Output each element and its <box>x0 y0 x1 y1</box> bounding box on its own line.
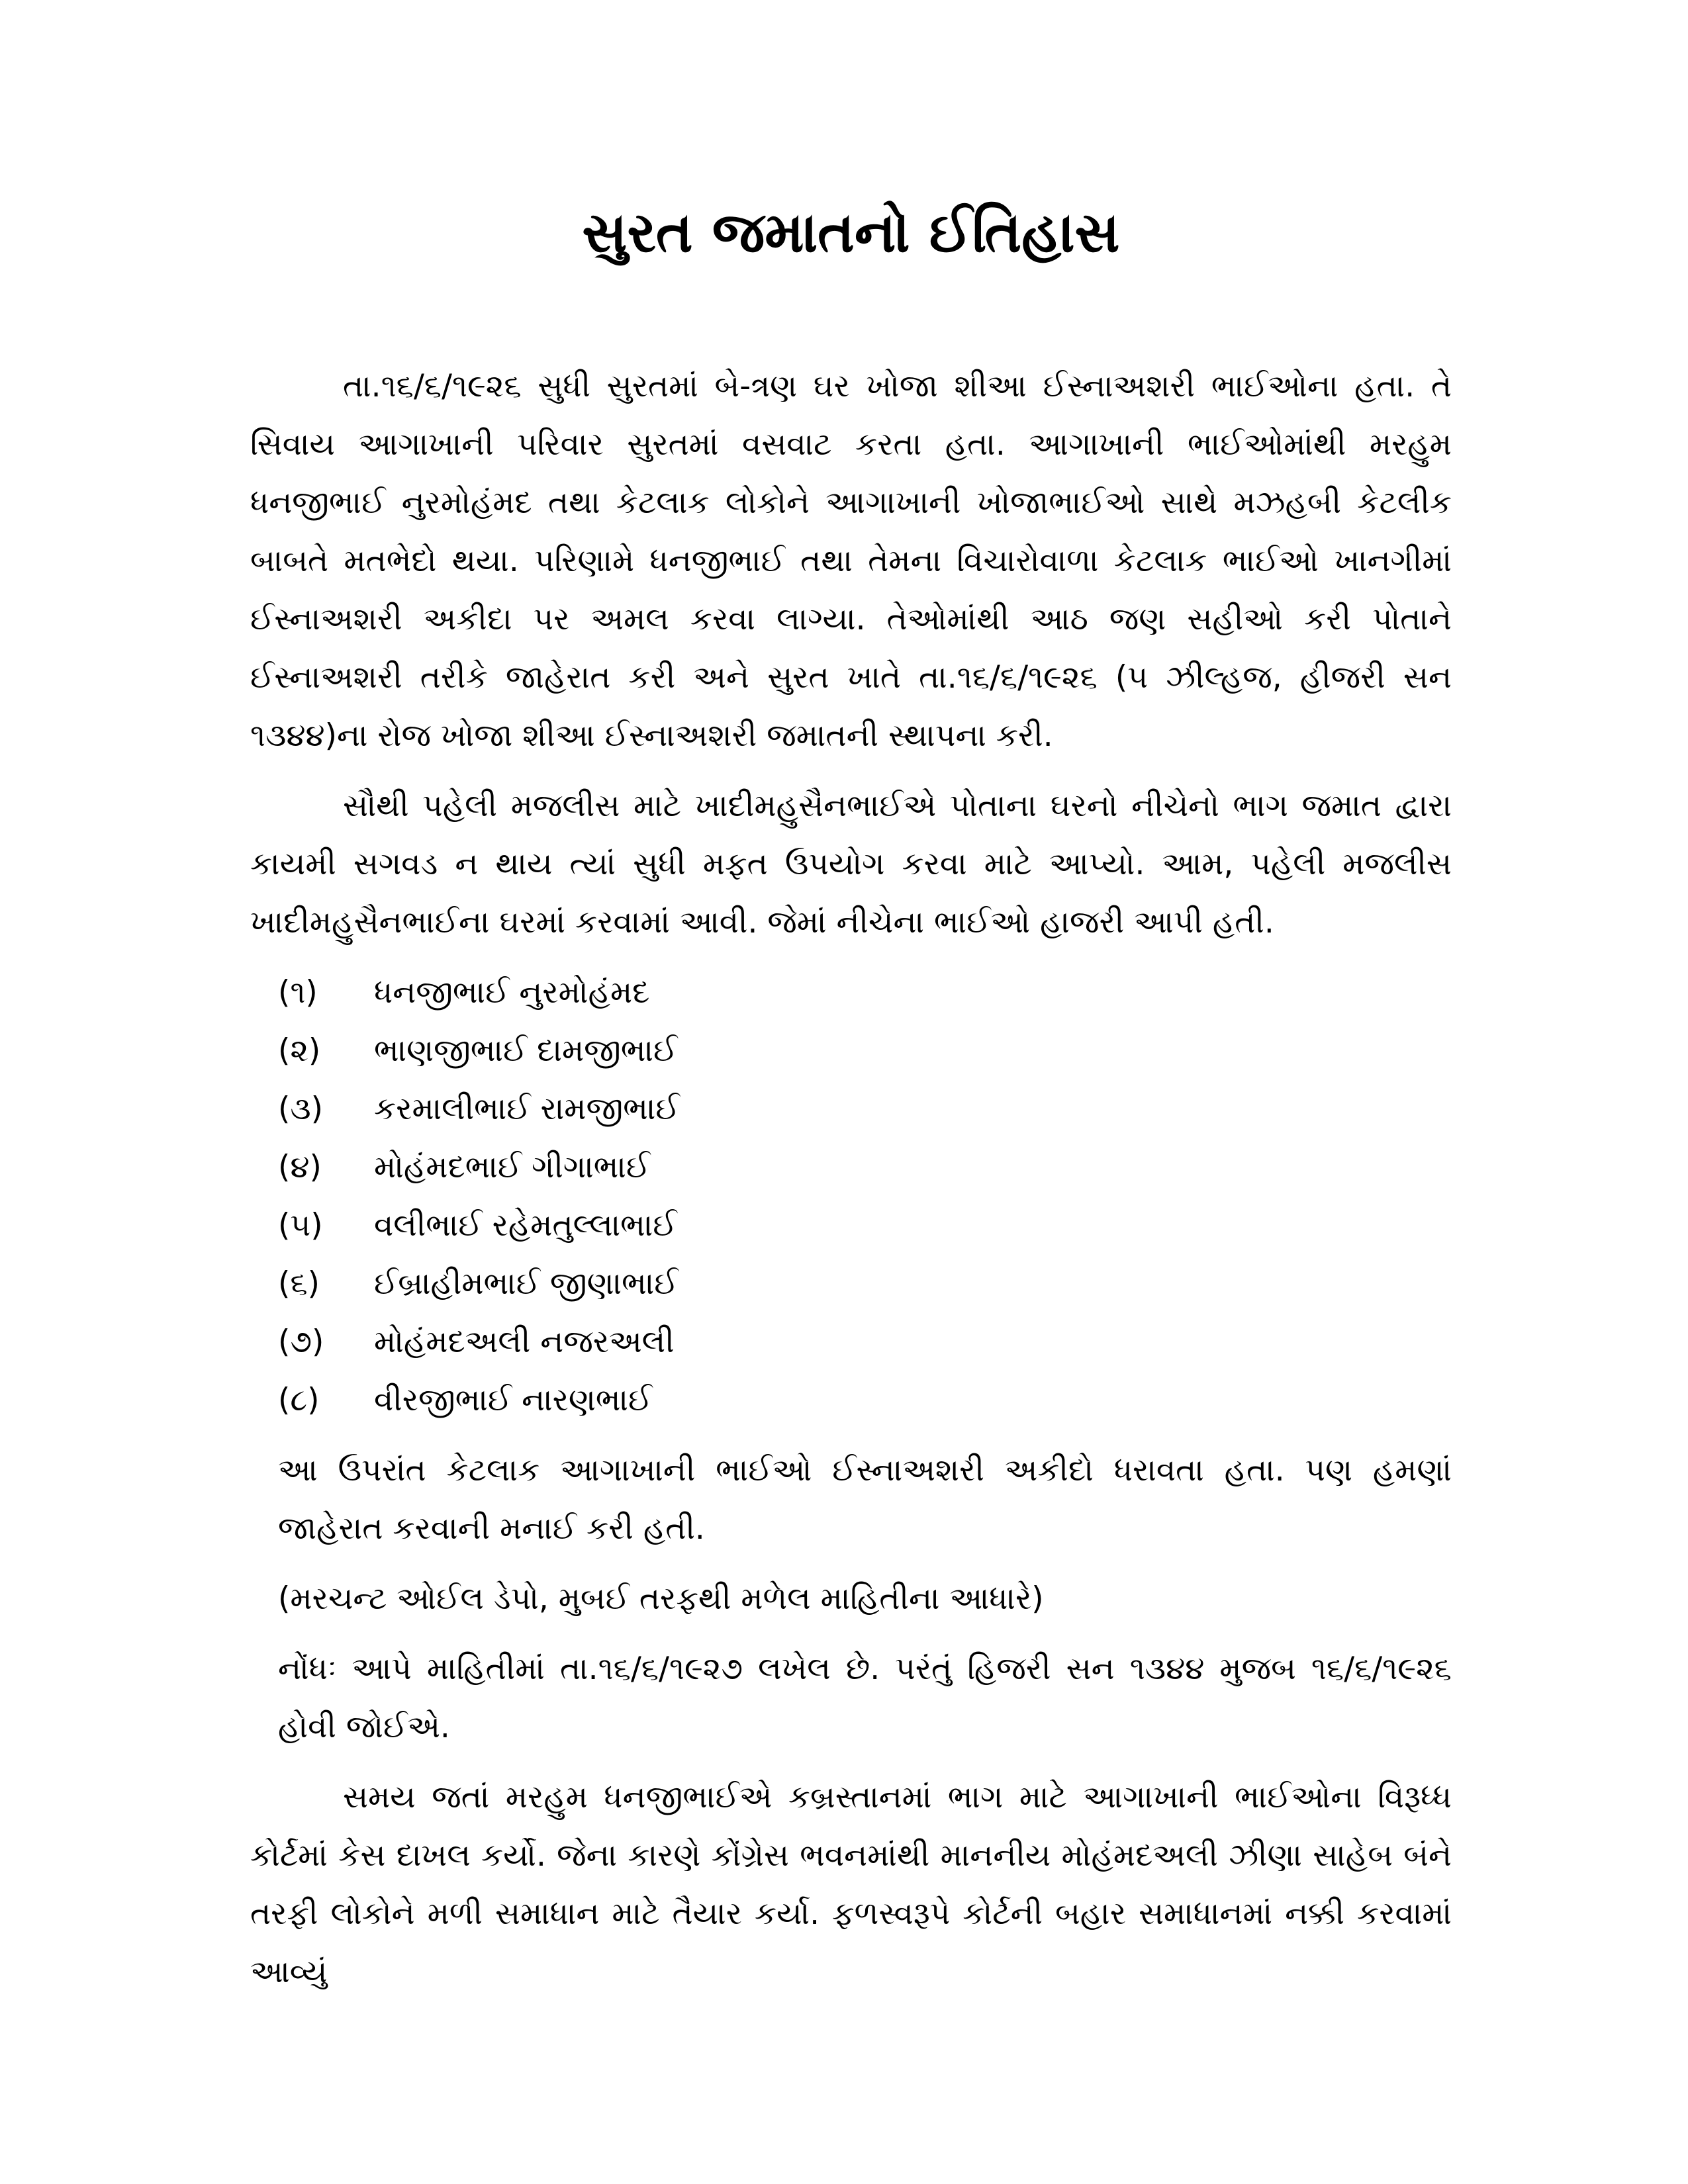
document-page <box>250 0 1452 2184</box>
list-item-name: મોહંમદઅલી નજરઅલી <box>374 1324 675 1360</box>
list-item <box>250 1197 1452 1255</box>
document-body <box>250 357 1452 2013</box>
paragraph-other-believers: આ ઉપરાંત કેટલાક આગાખાની ભાઈઓ ઈસ્નાઅશરી અકીદો ધરાવતા હતા. પણ હમણાં જાહેરાત કરવાની મનાઈ કરી હતી. <box>278 1452 1452 1547</box>
list-item-number: (૫) <box>278 1207 323 1244</box>
list-item-number: (૨) <box>278 1032 321 1069</box>
list-item-name: ધનજીભાઈ નુરમોહંમદ <box>374 974 650 1011</box>
list-item-name: ઈબ્રાહીમભાઈ જીણાભાઈ <box>374 1265 679 1302</box>
attendee-list <box>250 964 1452 1430</box>
list-item <box>250 1080 1452 1138</box>
list-item-number: (૮) <box>278 1382 320 1418</box>
list-item-name: કરમાલીભાઈ રામજીભાઈ <box>374 1091 680 1127</box>
list-item-name: મોહંમદભાઈ ગીગાભાઈ <box>374 1149 651 1185</box>
list-item <box>250 1022 1452 1080</box>
list-item-number: (૬) <box>278 1265 320 1302</box>
list-item-name: વલીભાઈ રહેમતુલ્લાભાઈ <box>374 1207 677 1244</box>
list-item <box>250 1138 1452 1197</box>
list-item-number: (૭) <box>278 1324 324 1360</box>
list-item <box>250 1313 1452 1371</box>
page-title: સુરત જમાતનો ઈતિહાસ <box>582 200 1120 265</box>
paragraph-source-note: (મરચન્ટ ઓઈલ ડેપો, મુબઈ તરફથી મળેલ માહિતીના આધારે) <box>278 1580 1044 1617</box>
paragraph-court-case: સમય જતાં મરહુમ ધનજીભાઈએ કબ્રસ્તાનમાં ભાગ માટે આગાખાની ભાઈઓના વિરૂધ્ધ કોર્ટમાં કેસ દાખલ કર્યો. જેના કારણે કોંગ્રેસ ભવનમાંથી માનનીય મોહંમદઅલી ઝીણા સાહેબ બંને તરફી લોકોને મળી સમાધાન માટે તૈયાર કર્યા. ફળસ્વરૂપે કોર્ટની બહાર સમાધાનમાં નક્કી કરવામાં આવ્યું <box>250 1779 1452 1990</box>
list-item-name: ભાણજીભાઈ દામજીભાઈ <box>374 1032 678 1069</box>
paragraph-first-majlis: સૌથી પહેલી મજલીસ માટે ખાદીમહુસૈનભાઈએ પોતાના ઘરનો નીચેનો ભાગ જમાત દ્વારા કાયમી સગવડ ન થાય ત્યાં સુધી મફત ઉપયોગ કરવા માટે આપ્યો. આમ, પહેલી મજલીસ ખાદીમહુસૈનભાઈના ઘરમાં કરવામાં આવી. જેમાં નીચેના ભાઈઓ હાજરી આપી હતી. <box>250 788 1452 940</box>
list-item-number: (૧) <box>278 974 318 1011</box>
list-item <box>250 1371 1452 1430</box>
list-item-number: (૪) <box>278 1149 322 1185</box>
paragraph-date-note: નોંધઃ આપે માહિતીમાં તા.૧૬/૬/૧૯૨૭ લખેલ છે. પરંતું હિજરી સન ૧૩૪૪ મુજબ ૧૬/૬/૧૯૨૬ હોવી જોઈએ. <box>278 1651 1452 1745</box>
paragraph-founding: તા.૧૬/૬/૧૯૨૬ સુધી સુરતમાં બે-ત્રણ ઘર ખોજા શીઆ ઈસ્નાઅશરી ભાઈઓના હતા. તે સિવાય આગાખાની પરિવાર સુરતમાં વસવાટ કરતા હતા. આગાખાની ભાઈઓમાંથી મરહુમ ધનજીભાઈ નુરમોહંમદ તથા કેટલાક લોકોને આગાખાની ખોજાભાઈઓ સાથે મઝહબી કેટલીક બાબતે મતભેદો થયા. પરિણામે ધનજીભાઈ તથા તેમના વિચારોવાળા કેટલાક ભાઈઓ ખાનગીમાં ઈસ્નાઅશરી અકીદા પર અમલ કરવા લાગ્યા. તેઓમાંથી આઠ જણ સહીઓ કરી પોતાને ઈસ્નાઅશરી તરીકે જાહેરાત કરી અને સુરત ખાતે તા.૧૬/૬/૧૯૨૬ (૫ ઝીલ્હજ, હીજરી સન ૧૩૪૪)ના રોજ ખોજા શીઆ ઈસ્નાઅશરી જમાતની સ્થાપના કરી. <box>250 368 1452 754</box>
list-item <box>250 964 1452 1022</box>
list-item-number: (૩) <box>278 1091 323 1127</box>
list-item <box>250 1255 1452 1313</box>
list-item-name: વીરજીભાઈ નારણભાઈ <box>374 1382 653 1418</box>
